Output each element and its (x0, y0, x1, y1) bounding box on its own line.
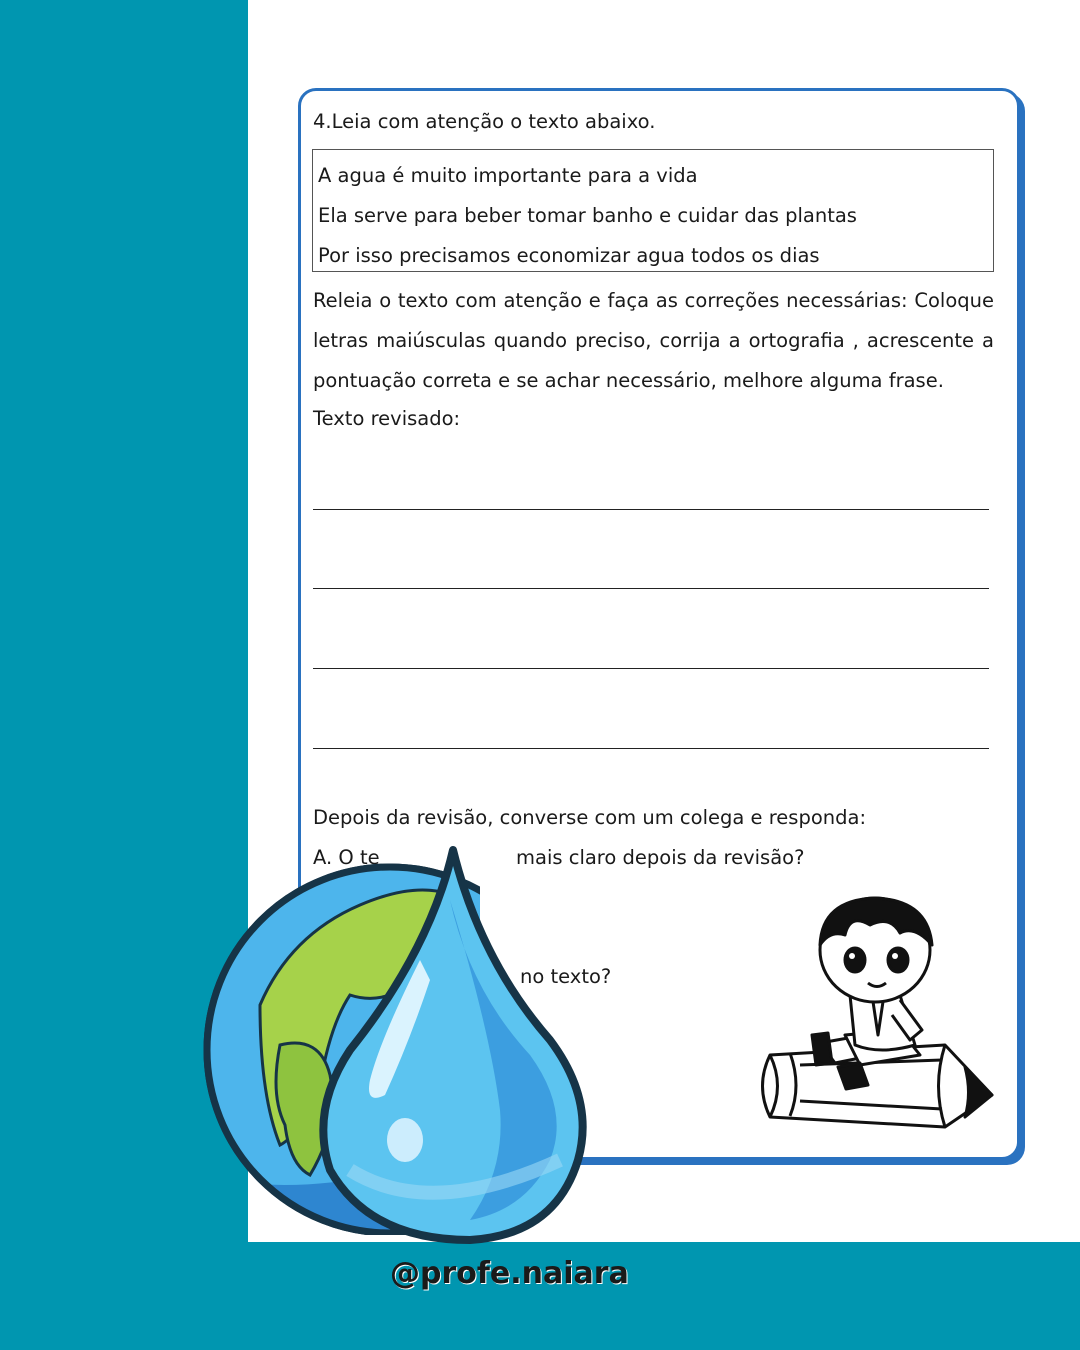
original-text-box (312, 149, 994, 272)
answer-line-4[interactable] (313, 748, 989, 749)
answer-line-3[interactable] (313, 668, 989, 669)
question-b-partial: no texto? (520, 965, 612, 988)
answer-line-2[interactable] (313, 588, 989, 589)
instruction-heading: 4.Leia com atenção o texto abaixo. (313, 110, 656, 133)
question-a-start: A. O te (313, 846, 380, 869)
answer-line-1[interactable] (313, 509, 989, 510)
author-handle[interactable]: @profe.naiara (390, 1256, 629, 1291)
after-revision-prompt: Depois da revisão, converse com um colega e responda: (313, 806, 867, 829)
revised-text-label: Texto revisado: (313, 407, 461, 430)
text-line-3: Por isso precisamos economizar agua todos os dias (318, 244, 820, 267)
question-a-end: mais claro depois da revisão? (516, 846, 805, 869)
boy-on-pencil-illustration (750, 895, 1000, 1135)
water-drop-icon (310, 840, 590, 1250)
text-line-1: A agua é muito importante para a vida (318, 164, 698, 187)
text-line-2: Ela serve para beber tomar banho e cuidar das plantas (318, 204, 857, 227)
task-paragraph: Releia o texto com atenção e faça as correções necessárias: Coloque letras maiúsculas quando preciso, corrija a ortografia , acrescente a pontuação correta e se achar necessário, melhore alguma frase. (313, 289, 994, 392)
